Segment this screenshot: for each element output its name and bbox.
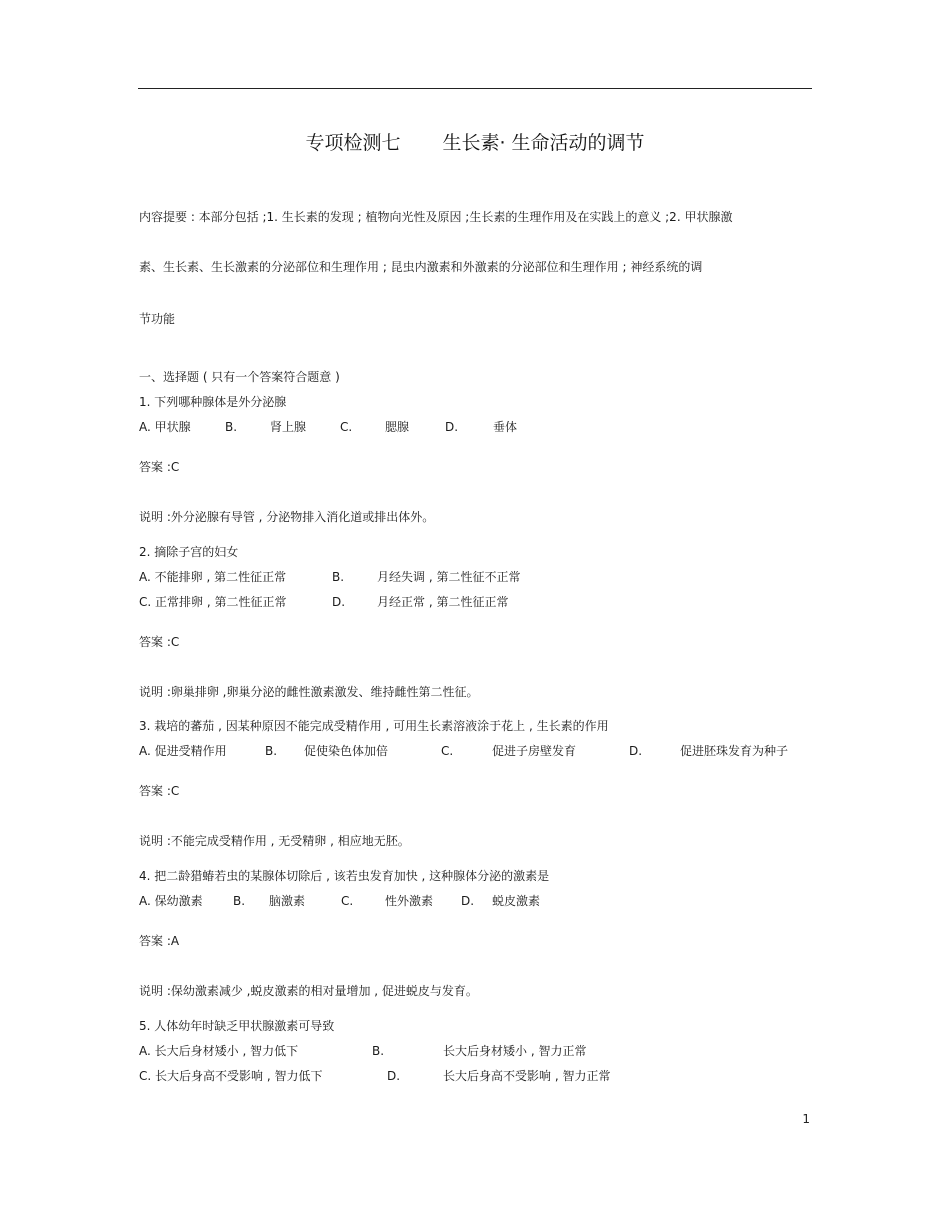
option-b-text: 促使染色体加倍 (304, 744, 389, 758)
question-3-explanation: 说明 :不能完成受精作用 , 无受精卵 , 相应地无胚。 (139, 834, 410, 848)
option-a: A. 保幼激素 (139, 894, 203, 908)
option-c-text: 性外激素 (385, 894, 434, 908)
question-1-options (139, 419, 639, 435)
option-a: A. 促进受精作用 (139, 744, 227, 758)
option-b-text: 长大后身材矮小 , 智力正常 (443, 1044, 587, 1058)
question-2-explanation: 说明 :卵巢排卵 ,卵巢分泌的雌性激素激发、维持雌性第二性征。 (139, 685, 479, 699)
question-5-options-row-1 (139, 1043, 699, 1059)
option-d-letter: D. (629, 744, 643, 758)
option-d-text: 月经正常 , 第二性征正常 (377, 595, 509, 609)
question-5-stem: 5. 人体幼年时缺乏甲状腺激素可导致 (139, 1019, 335, 1033)
header-rule (138, 88, 812, 89)
option-b-letter: B. (265, 744, 278, 758)
question-1-explanation: 说明 :外分泌腺有导管 , 分泌物排入消化道或排出体外。 (139, 510, 435, 524)
question-2-stem: 2. 摘除子宫的妇女 (139, 545, 239, 559)
question-4-explanation: 说明 :保幼激素减少 ,蜕皮激素的相对量增加 , 促进蜕皮与发育。 (139, 984, 478, 998)
question-3-options (139, 743, 811, 759)
question-2-options-row-1 (139, 569, 639, 585)
question-1-stem: 1. 下列哪种腺体是外分泌腺 (139, 395, 287, 409)
option-c: C. 长大后身高不受影响 , 智力低下 (139, 1069, 323, 1083)
option-b-letter: B. (372, 1044, 385, 1058)
question-3-stem: 3. 栽培的蕃茄 , 因某种原因不能完成受精作用 , 可用生长素溶液涂于花上 , 生长素的作用 (139, 719, 609, 733)
question-2-answer: 答案 :C (139, 635, 180, 649)
option-d-text: 蜕皮激素 (492, 894, 541, 908)
option-d-text: 促进胚珠发育为种子 (680, 744, 789, 758)
option-c: C. 正常排卵 , 第二性征正常 (139, 595, 287, 609)
question-1-answer: 答案 :C (139, 460, 180, 474)
option-a: A. 长大后身材矮小 , 智力低下 (139, 1044, 299, 1058)
page-number: 1 (802, 1112, 810, 1126)
option-c-text: 腮腺 (385, 420, 410, 434)
option-d-letter: D. (461, 894, 475, 908)
section-heading: 一、选择题 ( 只有一个答案符合题意 ) (139, 370, 340, 384)
option-d-text: 长大后身高不受影响 , 智力正常 (443, 1069, 611, 1083)
option-c-text: 促进子房壁发育 (492, 744, 577, 758)
summary-line-2: 素、生长素、生长激素的分泌部位和生理作用 ; 昆虫内激素和外激素的分泌部位和生理作用 ; 神经系统的调 (139, 260, 703, 274)
question-4-answer: 答案 :A (139, 934, 180, 948)
question-4-options (139, 893, 639, 909)
title-part1: 专项检测七 (305, 132, 401, 154)
option-d-text: 垂体 (493, 420, 518, 434)
option-a: A. 甲状腺 (139, 420, 191, 434)
question-5-options-row-2 (139, 1068, 699, 1084)
option-d-letter: D. (445, 420, 459, 434)
title-part2: 生长素· 生命活动的调节 (442, 132, 645, 154)
question-3-answer: 答案 :C (139, 784, 180, 798)
option-c-letter: C. (441, 744, 454, 758)
option-b-letter: B. (233, 894, 246, 908)
option-d-letter: D. (387, 1069, 401, 1083)
option-c-letter: C. (340, 420, 353, 434)
option-b-text: 肾上腺 (270, 420, 307, 434)
question-2-options-row-2 (139, 594, 639, 610)
summary-line-3: 节功能 (139, 312, 176, 326)
option-d-letter: D. (332, 595, 346, 609)
option-b-text: 月经失调 , 第二性征不正常 (377, 570, 521, 584)
summary-line-1: 内容提要 : 本部分包括 ;1. 生长素的发现 ; 植物向光性及原因 ;生长素的生理作用及在实践上的意义 ;2. 甲状腺激 (139, 210, 733, 224)
option-b-letter: B. (332, 570, 345, 584)
option-b-letter: B. (225, 420, 238, 434)
option-c-letter: C. (341, 894, 354, 908)
option-a: A. 不能排卵 , 第二性征正常 (139, 570, 287, 584)
page-title (0, 128, 950, 155)
question-4-stem: 4. 把二龄猎蝽若虫的某腺体切除后 , 该若虫发育加快 , 这种腺体分泌的激素是 (139, 869, 550, 883)
option-b-text: 脑激素 (269, 894, 306, 908)
